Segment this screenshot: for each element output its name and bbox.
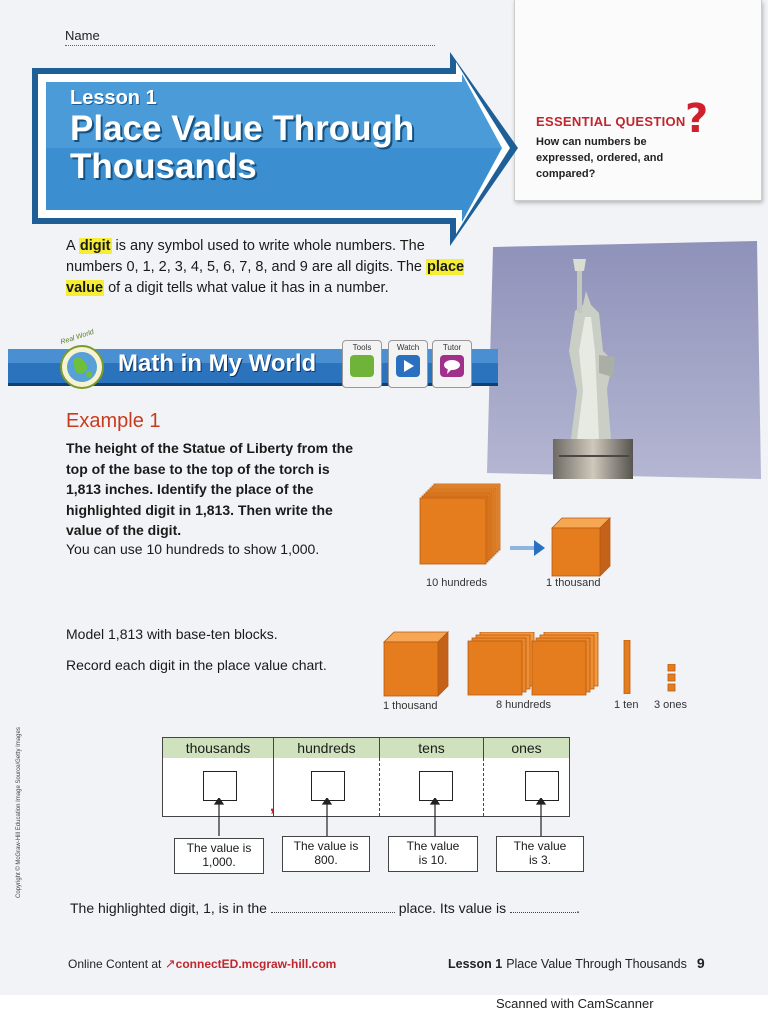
header-tens: tens	[380, 738, 484, 758]
answer-box-tens[interactable]	[419, 771, 453, 801]
intro-text-2: is any symbol used to write whole numbers. The numbers 0, 1, 2, 3, 4, 5, 6, 7, 8, and 9 are all digits. The	[66, 238, 427, 275]
value-tens-line1: The value	[406, 839, 460, 853]
answer-place-blank[interactable]	[271, 902, 395, 913]
chart-comma: ,	[270, 798, 275, 815]
answer-text-3: .	[575, 900, 580, 916]
question-mark-icon: ?	[685, 96, 709, 142]
watch-label: Watch	[396, 343, 420, 352]
value-tens-line2: is 10.	[418, 853, 448, 867]
scanner-watermark: Scanned with CamScanner	[496, 996, 654, 1011]
model-eight-hundreds	[466, 632, 600, 696]
tutor-label: Tutor	[442, 343, 462, 352]
name-label: Name	[65, 28, 100, 43]
value-ones-line1: The value	[513, 839, 567, 853]
name-field[interactable]	[65, 28, 435, 46]
intro-text-1: A	[66, 238, 79, 254]
tools-label: Tools	[352, 343, 372, 352]
footer-lesson-info	[448, 955, 705, 971]
thousand-cube	[550, 516, 612, 578]
answer-box-hundreds[interactable]	[311, 771, 345, 801]
copyright-vertical	[14, 690, 24, 900]
answer-sentence	[70, 900, 580, 916]
cursor-arrow-icon: ↗	[164, 956, 176, 971]
value-arrows	[160, 798, 580, 838]
value-hundreds-line1: The value is	[293, 839, 359, 853]
record-instruction: Record each digit in the place value chart.	[66, 657, 327, 673]
header-thousands: thousands	[163, 738, 274, 758]
tools-icon	[350, 355, 374, 377]
term-digit: digit	[79, 238, 111, 254]
model-instruction: Model 1,813 with base-ten blocks.	[66, 626, 278, 642]
ten-hundreds-caption: 10 hundreds	[426, 577, 488, 589]
real-world-globe-icon	[56, 340, 112, 390]
header-ones: ones	[484, 738, 569, 758]
one-thousand-caption: 1 thousand	[546, 577, 601, 589]
model-thousand-cube	[382, 630, 452, 698]
footer-lesson-title: Place Value Through Thousands	[506, 957, 687, 971]
name-rule	[65, 45, 435, 46]
ten-hundreds-flats	[418, 482, 504, 572]
value-thousands-line2: 1,000.	[202, 855, 236, 869]
online-content-label: Online Content at	[68, 957, 162, 971]
example-problem: The height of the Statue of Liberty from the top of the base to the top of the torch is 1,813 inches. Identify the place of the highlighted digit in 1,813. Then write the value of the digit.	[66, 440, 353, 538]
page-number: 9	[696, 955, 705, 971]
caption-1-thousand: 1 thousand	[383, 700, 438, 712]
value-box-thousands	[174, 838, 264, 874]
caption-8-hundreds: 8 hundreds	[496, 699, 552, 711]
essential-question-title: ESSENTIAL QUESTION	[536, 114, 686, 129]
lesson-number: Lesson 1	[70, 87, 157, 109]
lesson-title-line2: Thousands	[70, 147, 257, 186]
connected-link[interactable]: connectED.mcgraw-hill.com	[175, 957, 337, 971]
math-in-my-world-title: Math in My World	[118, 350, 317, 377]
value-box-ones	[496, 836, 584, 872]
model-one-ten-rod	[622, 640, 632, 694]
value-box-hundreds	[282, 836, 370, 872]
value-box-tens	[388, 836, 478, 872]
tutor-button[interactable]	[432, 340, 472, 388]
answer-box-thousands[interactable]	[203, 771, 237, 801]
example-title: Example 1	[66, 410, 161, 432]
value-hundreds-line2: 800.	[314, 853, 338, 867]
speech-bubble-icon	[440, 355, 464, 377]
footer-online-content	[68, 956, 336, 972]
answer-value-blank[interactable]	[510, 902, 576, 913]
real-world-logo-text: Real World	[59, 328, 95, 347]
header-hundreds: hundreds	[274, 738, 380, 758]
example-hint: You can use 10 hundreds to show 1,000.	[66, 541, 320, 557]
answer-text-1: The highlighted digit, 1, is in the	[70, 900, 267, 916]
essential-question-text: How can numbers be expressed, ordered, and compared?	[536, 136, 664, 180]
play-icon	[396, 355, 420, 377]
answer-text-2: place. Its value is	[398, 900, 507, 916]
watch-button[interactable]	[388, 340, 428, 388]
caption-3-ones: 3 ones	[654, 699, 688, 711]
term-place-value: place value	[66, 259, 465, 296]
arrow-right-icon	[510, 538, 546, 558]
lesson-title-line1: Place Value Through	[70, 109, 415, 148]
caption-1-ten: 1 ten	[614, 699, 639, 711]
intro-paragraph	[66, 236, 476, 299]
value-ones-line2: is 3.	[528, 853, 551, 867]
statue-of-liberty-photo	[487, 241, 761, 479]
value-thousands-line1: The value is	[186, 841, 252, 855]
footer-lesson-label: Lesson 1	[448, 957, 503, 971]
model-three-ones	[666, 664, 678, 692]
answer-box-ones[interactable]	[525, 771, 559, 801]
intro-text-3: of a digit tells what value it has in a number.	[104, 280, 389, 296]
copyright-text: Copyright © McGraw-Hill Education Image Source/Getty Images	[16, 727, 22, 898]
lesson-title	[70, 110, 414, 186]
tools-button[interactable]	[342, 340, 382, 388]
